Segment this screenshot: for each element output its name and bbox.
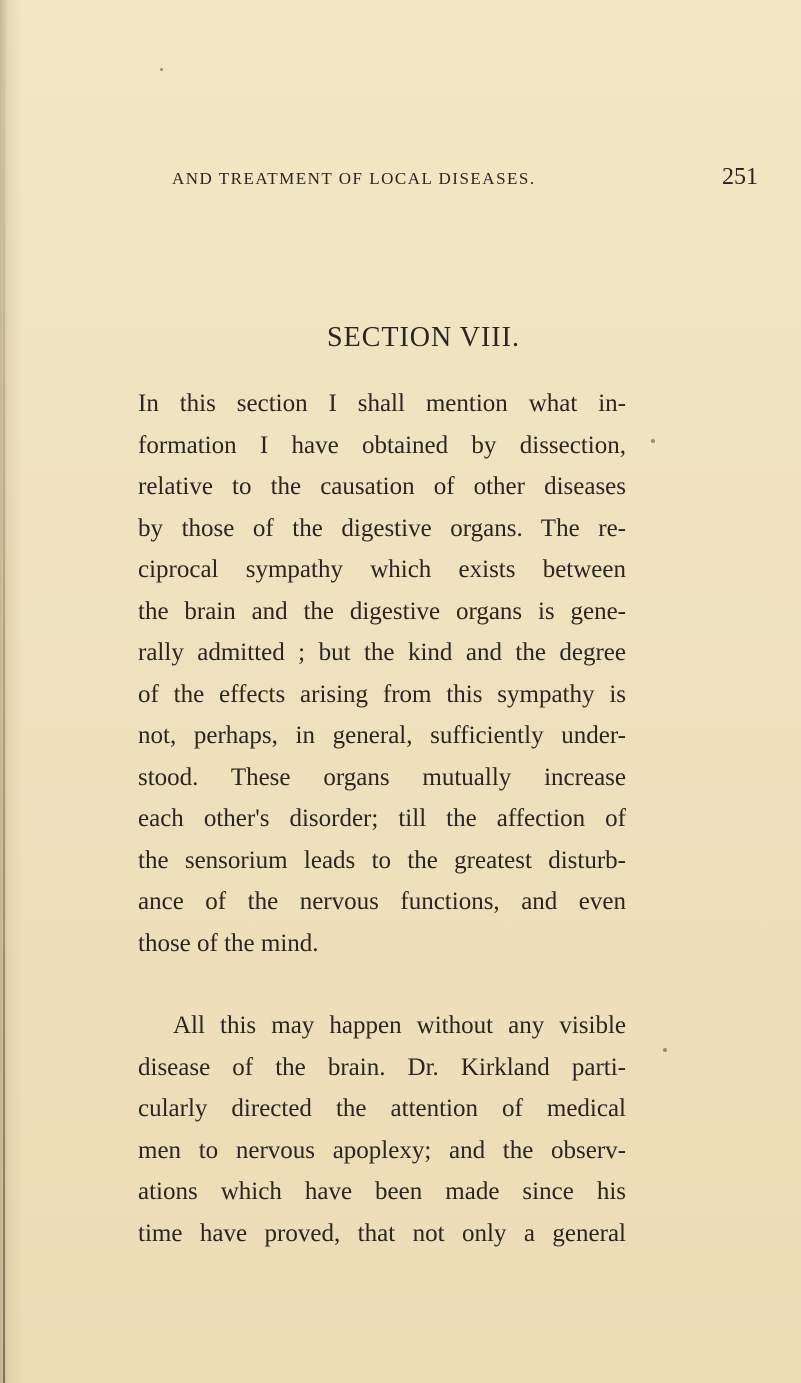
body-text xyxy=(138,383,626,1254)
text-line: each other's disorder; till the affection of xyxy=(138,805,626,832)
section-heading: SECTION VIII. xyxy=(327,322,520,353)
text-line: ations which have been made since his xyxy=(138,1178,626,1205)
text-line: the sensorium leads to the greatest disturb- xyxy=(138,846,626,874)
paper-speck xyxy=(663,1048,667,1052)
paper-speck xyxy=(651,439,655,443)
paper-speck xyxy=(160,68,163,71)
text-line: those of the mind. xyxy=(138,929,319,957)
text-line: ciprocal sympathy which exists between xyxy=(138,556,626,583)
running-head-title: AND TREATMENT OF LOCAL DISEASES. xyxy=(172,169,536,188)
text-line: cularly directed the attention of medical xyxy=(138,1095,626,1122)
text-line: All this may happen without any visible xyxy=(173,1012,626,1039)
page-edge-shadow xyxy=(3,0,5,1383)
paragraph-1 xyxy=(138,383,626,964)
text-line: relative to the causation of other diseases xyxy=(138,473,626,500)
text-line: ance of the nervous functions, and even xyxy=(138,888,626,915)
paragraph-2 xyxy=(138,1005,626,1254)
text-line: stood. These organs mutually increase xyxy=(138,763,626,791)
running-head xyxy=(172,164,758,190)
text-line: of the effects arising from this sympathy is xyxy=(138,680,626,708)
text-line: by those of the digestive organs. The re- xyxy=(138,514,626,542)
page-number: 251 xyxy=(722,164,758,190)
text-line: formation I have obtained by dissection, xyxy=(138,431,626,459)
text-line: the brain and the digestive organs is gene- xyxy=(138,597,626,625)
text-line: In this section I shall mention what in- xyxy=(138,390,626,417)
text-line: men to nervous apoplexy; and the observ- xyxy=(138,1136,626,1164)
text-line: not, perhaps, in general, sufficiently under- xyxy=(138,722,626,749)
text-line: disease of the brain. Dr. Kirkland parti- xyxy=(138,1053,626,1081)
text-line: time have proved, that not only a general xyxy=(138,1219,626,1247)
text-line: rally admitted ; but the kind and the degree xyxy=(138,639,626,666)
